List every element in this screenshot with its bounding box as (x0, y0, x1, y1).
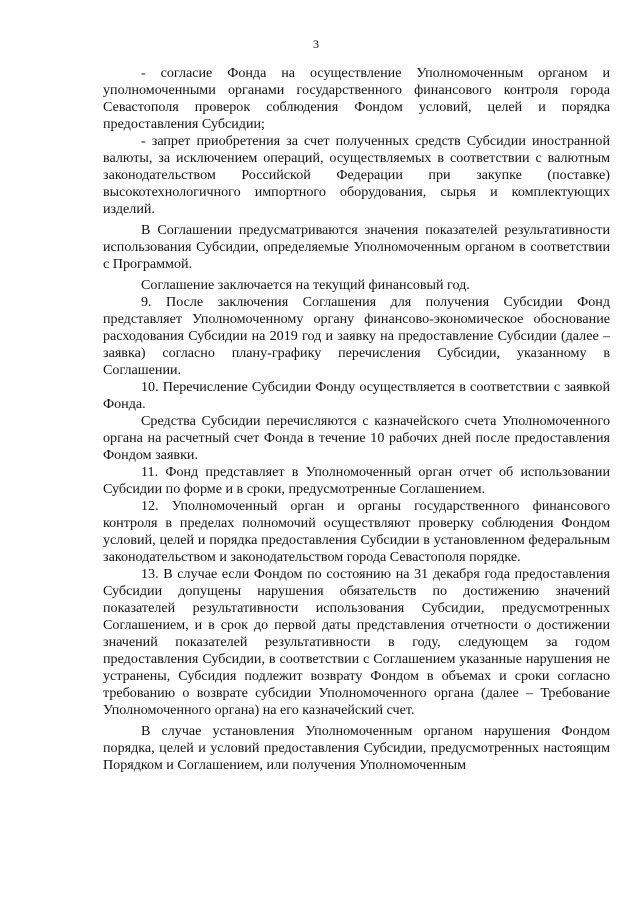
paragraph-11: 11. Фонд представляет в Уполномоченный орган отчет об использовании Субсидии по форме и в сроки, предусмотренные Соглашением. (103, 464, 610, 497)
paragraph-12: 12. Уполномоченный орган и органы государственного финансового контроля в пределах полномочий осуществляют проверку соблюдения Фондом условий, целей и порядка предоставления Субсидии в установленном федеральным законодательством и законодательством города Севастополя порядке. (103, 498, 610, 565)
paragraph-indicators: В Соглашении предусматриваются значения показателей результативности использования Субсидии, определяемые Уполномоченным органом в соответствии с Программой. (103, 222, 610, 272)
paragraph-currency-ban: - запрет приобретения за счет полученных средств Субсидии иностранной валюты, за исключением операций, осуществляемых в соответствии с валютным законодательством Российской Федерации при закупке (поставке) высокотехнологичного импортного оборудования, сырья и комплектующих изделий. (103, 133, 610, 217)
document-body (103, 65, 610, 774)
paragraph-9: 9. После заключения Соглашения для получения Субсидии Фонд представляет Уполномоченному органу финансово-экономическое обоснование расходования Субсидии на 2019 год и заявку на предоставление Субсидии (далее – заявка) согласно плану-графику перечисления Субсидии, указанному в Соглашении. (103, 294, 610, 378)
paragraph-agreement-term: Соглашение заключается на текущий финансовый год. (141, 277, 470, 293)
paragraph-violation: В случае установления Уполномоченным органом нарушения Фондом порядка, целей и условий предоставления Субсидии, предусмотренных настоящим Порядком и Соглашением, или получения Уполномоченным (103, 723, 610, 773)
paragraph-consent: - согласие Фонда на осуществление Уполномоченным органом и уполномоченными органами государственного финансового контроля города Севастополя проверок соблюдения Фондом условий, целей и порядка предоставления Субсидии; (103, 65, 610, 132)
paragraph-13: 13. В случае если Фондом по состоянию на 31 декабря года предоставления Субсидии допущены нарушения обязательств по достижению значений показателей результативности использования Субсидии, предусмотренных Соглашением, и в срок до первой даты представления отчетности о достижении значений показателей результативности в году, следующем за годом предоставления Субсидии, в соответствии с Соглашением указанные нарушения не устранены, Субсидия подлежит возврату Фондом в объемах и сроки согласно требованию о возврате субсидии Уполномоченного органа (далее – Требование Уполномоченного органа) на его казначейский счет. (103, 566, 610, 718)
paragraph-funds-transfer: Средства Субсидии перечисляются с казначейского счета Уполномоченного органа на расчетный счет Фонда в течение 10 рабочих дней после предоставления Фондом заявки. (103, 413, 610, 463)
paragraph-10: 10. Перечисление Субсидии Фонду осуществляется в соответствии с заявкой Фонда. (103, 379, 610, 412)
page-number: 3 (313, 37, 319, 51)
